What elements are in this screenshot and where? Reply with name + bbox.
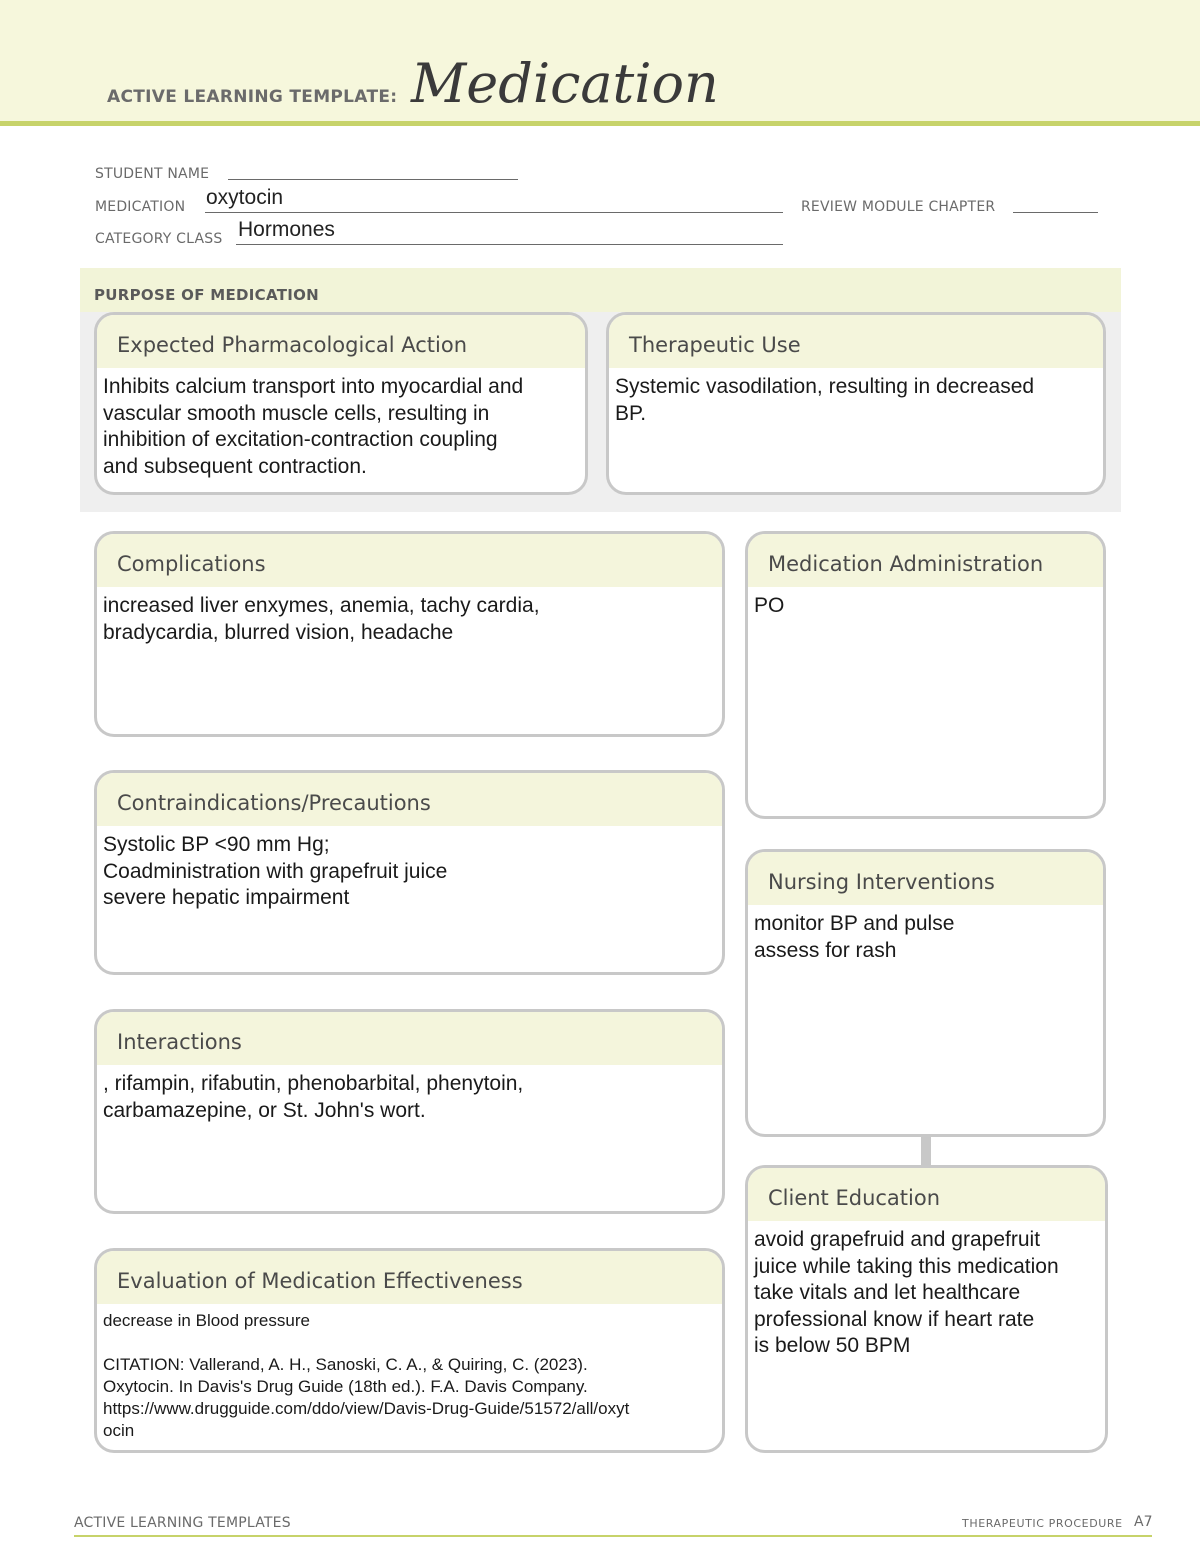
nursing-interventions-text[interactable]: monitor BP and pulse assess for rash [754,912,955,962]
footer-templates-label: ACTIVE LEARNING TEMPLATES [74,1515,291,1531]
expected-action-text[interactable]: Inhibits calcium transport into myocardial and vascular smooth muscle cells, resulting in inhibition of excitation-contraction coupling and subsequent contraction. [103,375,524,478]
category-class-value: Hormones [238,218,335,241]
contraindications-title: Contraindications/Precautions [97,773,722,826]
footer-rule [74,1535,1152,1537]
medication-value: oxytocin [206,186,284,209]
medication-administration-title: Medication Administration [748,534,1103,587]
box-connector [921,1136,931,1166]
interactions-title: Interactions [97,1012,722,1065]
medication-label: MEDICATION [95,199,186,215]
template-label: ACTIVE LEARNING TEMPLATE: [107,87,398,107]
contraindications-text[interactable]: Systolic BP <90 mm Hg; Coadministration with grapefruit juice severe hepatic impairment [103,833,448,909]
nursing-interventions-box [745,849,1106,1137]
evaluation-box [94,1248,725,1453]
complications-box [94,531,725,737]
review-module-field[interactable] [1013,212,1098,213]
student-name-label: STUDENT NAME [95,166,210,182]
footer-page-number: A7 [1134,1514,1153,1530]
interactions-text[interactable]: , rifampin, rifabutin, phenobarbital, phenytoin, carbamazepine, or St. John's wort. [103,1072,524,1122]
medication-field[interactable] [205,212,783,213]
expected-action-title: Expected Pharmacological Action [97,315,585,368]
therapeutic-use-title: Therapeutic Use [609,315,1103,368]
student-name-field[interactable] [228,179,518,180]
client-education-title: Client Education [748,1168,1105,1221]
interactions-box [94,1009,725,1214]
review-module-label: REVIEW MODULE CHAPTER [801,199,996,215]
medication-administration-text[interactable]: PO [754,594,785,617]
complications-text[interactable]: increased liver enxymes, anemia, tachy cardia, bradycardia, blurred vision, headache [103,594,540,644]
category-class-field[interactable] [236,244,783,245]
nursing-interventions-title: Nursing Interventions [748,852,1103,905]
footer-procedure-label: THERAPEUTIC PROCEDURE [962,1517,1123,1530]
therapeutic-use-text[interactable]: Systemic vasodilation, resulting in decreased BP. [615,375,1035,425]
header-rule [0,121,1200,126]
expected-action-box [94,312,588,495]
category-class-label: CATEGORY CLASS [95,231,223,247]
purpose-label: PURPOSE OF MEDICATION [94,286,320,304]
evaluation-text[interactable]: decrease in Blood pressure CITATION: Vallerand, A. H., Sanoski, C. A., & Quiring, C. (2023). Oxytocin. In Davis's Drug Guide (18th ed.). F.A. Davis Company. https://www.drugguide.com/ddo/view/Davis-Drug-Guide/51572/all/oxyt ocin [103,1311,630,1440]
evaluation-title: Evaluation of Medication Effectiveness [97,1251,722,1304]
client-education-box [745,1165,1108,1453]
medication-administration-box [745,531,1106,819]
contraindications-box [94,770,725,975]
template-title: Medication [411,52,719,115]
complications-title: Complications [97,534,722,587]
client-education-text[interactable]: avoid grapefruid and grapefruit juice while taking this medication take vitals and let healthcare professional know if heart rate is below 50 BPM [754,1228,1059,1357]
therapeutic-use-box [606,312,1106,495]
